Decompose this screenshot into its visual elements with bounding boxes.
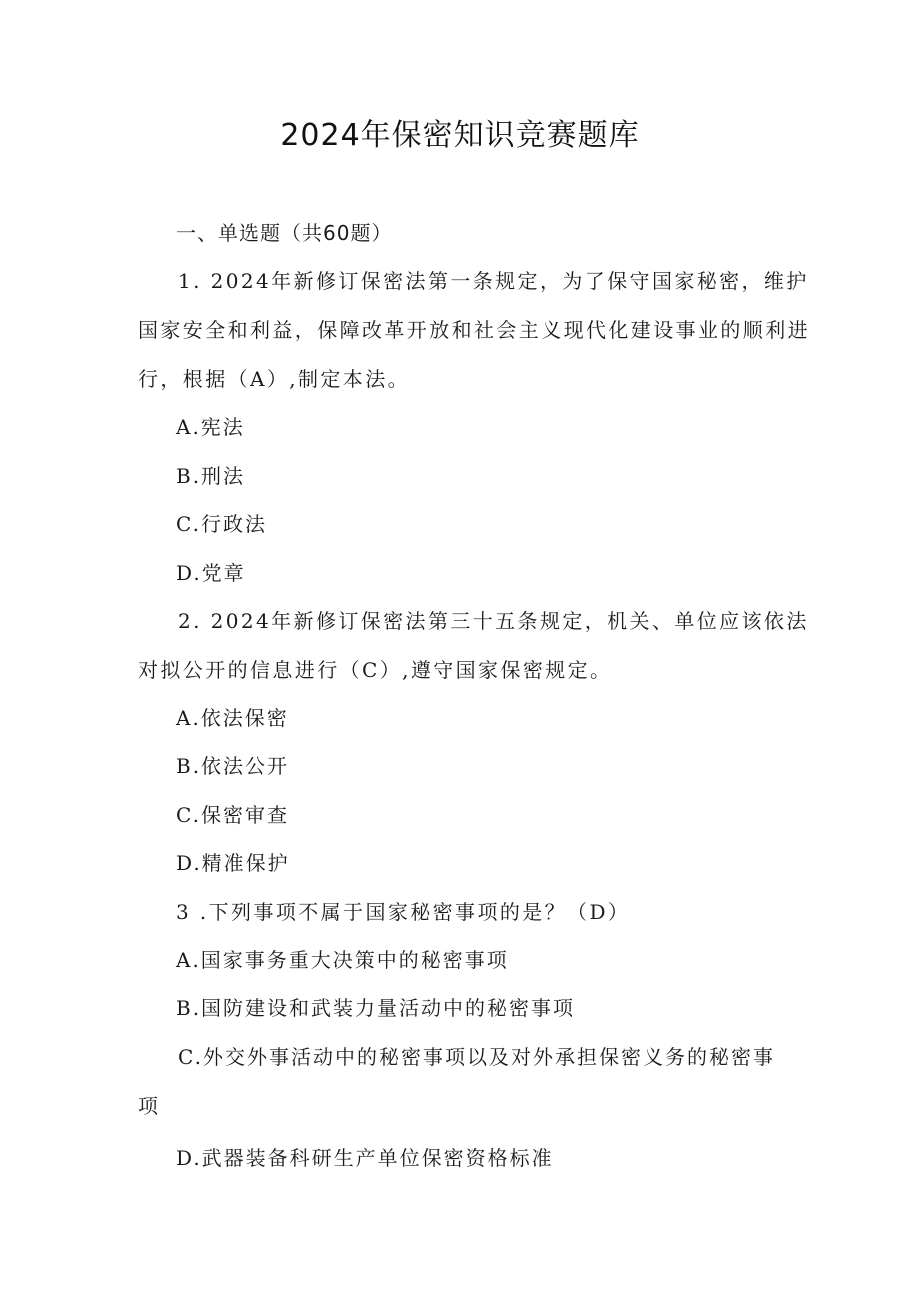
question-1-option-d: D.党章 [176,561,246,585]
question-3-option-b: B.国防建设和武装力量活动中的秘密事项 [176,996,576,1020]
document-title: 2024年保密知识竞赛题库 [280,118,640,153]
question-3-option-c-line-2: 项 [138,1094,160,1118]
question-1-stem-line-2: 国家安全和利益，保障改革开放和社会主义现代化建设事业的顺利进 [138,318,810,342]
question-1-option-c: C.行政法 [176,512,267,536]
question-2-option-a: A.依法保密 [176,706,289,730]
question-1-stem-line-1: 1. 2024年新修订保密法第一条规定，为了保守国家秘密，维护 [178,269,809,293]
question-2-option-b: B.依法公开 [176,754,290,778]
question-2-option-d: D.精准保护 [176,851,290,875]
section-heading: 一、单选题（共60题） [176,221,393,245]
question-2-stem-line-1: 2. 2024年新修订保密法第三十五条规定，机关、单位应该依法 [178,609,809,633]
question-3-stem-line-1: 3 .下列事项不属于国家秘密事项的是？（D） [176,900,631,924]
question-3-option-c-line-1: C.外交外事活动中的秘密事项以及对外承担保密义务的秘密事 [178,1045,775,1069]
question-3-option-a: A.国家事务重大决策中的秘密事项 [176,948,509,972]
question-1-stem-line-3: 行，根据（A）,制定本法。 [138,367,411,391]
question-2-stem-line-2: 对拟公开的信息进行（C）,遵守国家保密规定。 [138,658,613,682]
question-1-option-b: B.刑法 [176,464,246,488]
question-1-option-a: A.宪法 [176,415,245,439]
question-2-option-c: C.保密审查 [176,803,289,827]
question-3-option-d: D.武器装备科研生产单位保密资格标准 [176,1146,554,1170]
